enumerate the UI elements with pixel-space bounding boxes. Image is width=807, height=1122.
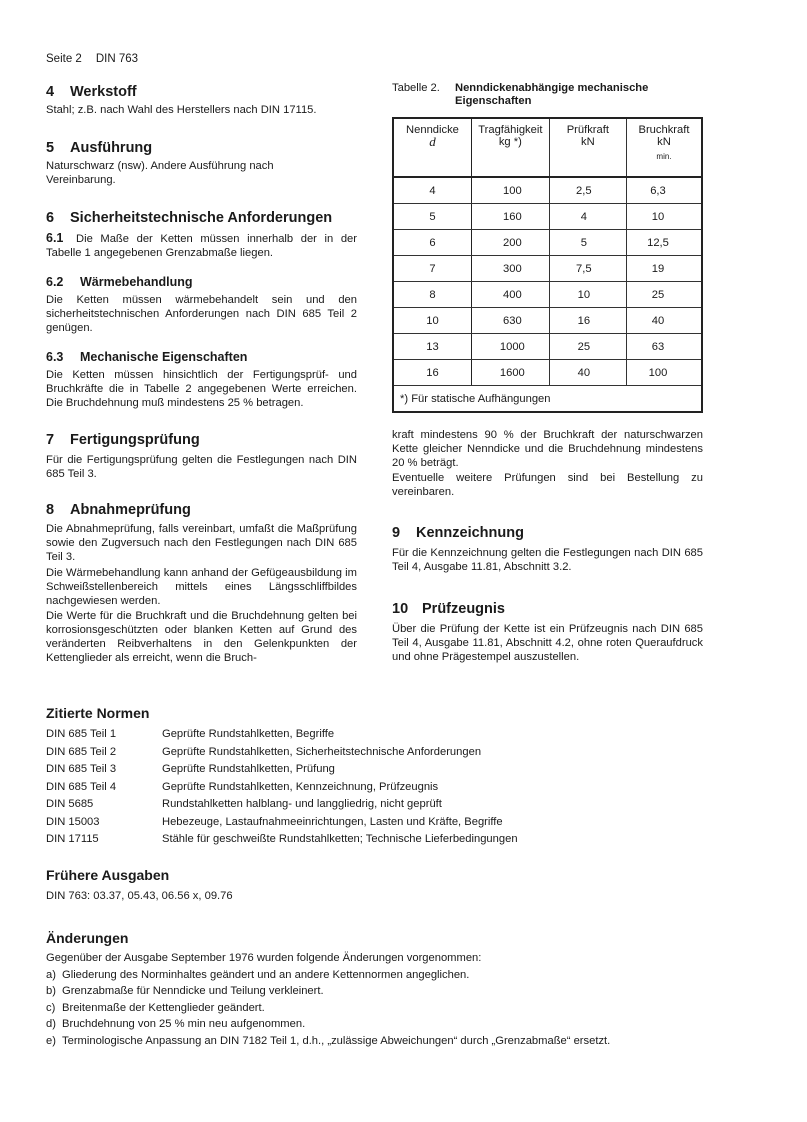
list-item: b) Grenzabmaße für Nenndicke und Teilung verkleinert. — [46, 985, 324, 997]
table-row: 7 300 7,5 19 — [393, 256, 702, 282]
section-8-continued-1: kraft mindestens 90 % der Bruchkraft der naturschwarzen Kette gleicher Nenndicke und die Bruchdehnung mindestens 20 % beträgt. — [392, 429, 703, 469]
list-item: a) Gliederung des Norminhaltes geändert und an andere Kettennormen angeglichen. — [46, 968, 470, 981]
cited-standards-heading: Zitierte Normen — [46, 705, 150, 721]
section-6-2-heading: 6.2 Wärmebehandlung — [46, 275, 193, 289]
previous-editions-text: DIN 763: 03.37, 05.43, 06.56 x, 09.76 — [46, 890, 233, 902]
table-row: 10 630 16 40 — [393, 308, 702, 334]
table-title: Nenndickenabhängige mechanische Eigenschaften — [455, 82, 649, 107]
table-row: 8 400 10 25 — [393, 282, 702, 308]
table-2-caption — [392, 82, 695, 108]
section-9-heading: 9 Kennzeichnung — [392, 525, 524, 541]
table-footnote: *) Für statische Aufhängungen — [393, 386, 702, 413]
list-item: DIN 17115 Stähle für geschweißte Rundstahlketten; Technische Lieferbedingungen — [46, 833, 518, 845]
list-item: DIN 685 Teil 1 Geprüfte Rundstahlketten, Begriffe — [46, 728, 335, 740]
list-item: DIN 685 Teil 4 Geprüfte Rundstahlketten, Kennzeichnung, Prüfzeugnis — [46, 780, 439, 793]
table-row: 5 160 4 10 — [393, 204, 702, 230]
list-item: c) Breitenmaße der Kettenglieder geändert. — [46, 1001, 265, 1014]
section-6-heading: 6 Sicherheitstechnische Anforderungen — [46, 210, 333, 226]
section-5-text: Naturschwarz (nsw). Andere Ausführung nach Vereinbarung. — [46, 160, 274, 186]
changes-list — [46, 951, 726, 1050]
section-6-2-text: Die Ketten müssen wärmebehandelt sein und den sicherheitstechnischen Anforderungen nach DIN 685 Teil 2 genügen. — [46, 294, 357, 334]
section-10-text: Über die Prüfung der Kette ist ein Prüfzeugnis nach DIN 685 Teil 4, Ausgabe 11.81, Abschnitt 4.2, ohne roten Queraufdruck und ohne Prägestempel auszustellen. — [392, 623, 703, 663]
header-tragfaehigkeit: Tragfähigkeit kg *) — [471, 118, 549, 177]
list-item: DIN 15003 Hebezeuge, Lastaufnahmeeinrichtungen, Lasten und Kräfte, Begriffe — [46, 815, 503, 828]
section-9-text: Für die Kennzeichnung gelten die Festlegungen nach DIN 685 Teil 4, Ausgabe 11.81, Abschnitt 3.2. — [392, 547, 703, 573]
section-6-3-heading: 6.3 Mechanische Eigenschaften — [46, 350, 248, 364]
header-bruchkraft: Bruchkraft kN min. — [626, 118, 702, 177]
cited-standards-list — [46, 727, 518, 850]
section-8-continued-2: Eventuelle weitere Prüfungen sind bei Bestellung zu vereinbaren. — [392, 472, 703, 498]
section-6-1-text: 6.1 Die Maße der Ketten müssen innerhalb der in der Tabelle 1 angegebenen Grenzabmaße liegen. — [46, 231, 357, 259]
header-pruefkraft: Prüfkraft kN — [549, 118, 626, 177]
table-row: 16 1600 40 100 — [393, 360, 702, 386]
list-item: DIN 685 Teil 2 Geprüfte Rundstahlketten, Sicherheitstechnische Anforderungen — [46, 745, 482, 758]
page-number: Seite 2 — [46, 53, 82, 65]
list-item: e) Terminologische Anpassung an DIN 7182 Teil 1, d.h., „zulässige Abweichungen“ durch „Grenzabmaße“ ersetzt. — [46, 1034, 611, 1047]
section-10-heading: 10 Prüfzeugnis — [392, 601, 505, 617]
table-footnote-row — [393, 386, 702, 413]
section-8-heading: 8 Abnahmeprüfung — [46, 502, 191, 518]
table-row: 13 1000 25 63 — [393, 334, 702, 360]
section-6-3-text: Die Ketten müssen hinsichtlich der Fertigungsprüf- und Bruchkräfte die in Tabelle 2 angegebenen Werte erreichen. Die Bruchdehnung muß mindestens 25 % betragen. — [46, 369, 357, 409]
section-8-paragraph-2: Die Wärmebehandlung kann anhand der Gefügeausbildung im Schweißstellenbereich mittels eines Längsschliffbildes nachgewiesen werden. — [46, 567, 357, 607]
header-nenndicke: Nenndicke d — [393, 118, 471, 177]
section-5-heading: 5 Ausführung — [46, 140, 153, 156]
previous-editions-heading: Frühere Ausgaben — [46, 867, 170, 883]
section-8-paragraph-3: Die Werte für die Bruchkraft und die Bruchdehnung gelten bei korrosionsgeschützten oder blanken Ketten auf Grund des veränderten Reibverhaltens in den Gelenkpunkten der Kettenglieder als erreicht, wenn die Bruch- — [46, 610, 357, 664]
list-item: DIN 685 Teil 3 Geprüfte Rundstahlketten, Prüfung — [46, 763, 335, 775]
table-row: 4 100 2,5 6,3 — [393, 177, 702, 204]
list-item: DIN 5685 Rundstahlketten halblang- und langgliedrig, nicht geprüft — [46, 798, 442, 810]
table-header-row — [393, 118, 702, 177]
section-4-text: Stahl; z.B. nach Wahl des Herstellers nach DIN 17115. — [46, 104, 317, 116]
document-id: DIN 763 — [95, 53, 138, 65]
section-7-text: Für die Fertigungsprüfung gelten die Festlegungen nach DIN 685 Teil 3. — [46, 454, 357, 480]
section-7-heading: 7 Fertigungsprüfung — [46, 432, 200, 448]
page-header — [46, 52, 138, 66]
changes-heading: Änderungen — [46, 930, 129, 946]
section-8-paragraph-1: Die Abnahmeprüfung, falls vereinbart, umfaßt die Maßprüfung sowie den Zugversuch nach den Festlegungen nach DIN 685 Teil 3. — [46, 523, 357, 563]
changes-intro: Gegenüber der Ausgabe September 1976 wurden folgende Änderungen vorgenommen: — [46, 952, 482, 964]
section-4-heading: 4 Werkstoff — [46, 84, 137, 100]
table-label: Tabelle 2. — [392, 82, 440, 94]
list-item: d) Bruchdehnung von 25 % min neu aufgenommen. — [46, 1018, 306, 1030]
table-2 — [392, 117, 703, 413]
table-row: 6 200 5 12,5 — [393, 230, 702, 256]
